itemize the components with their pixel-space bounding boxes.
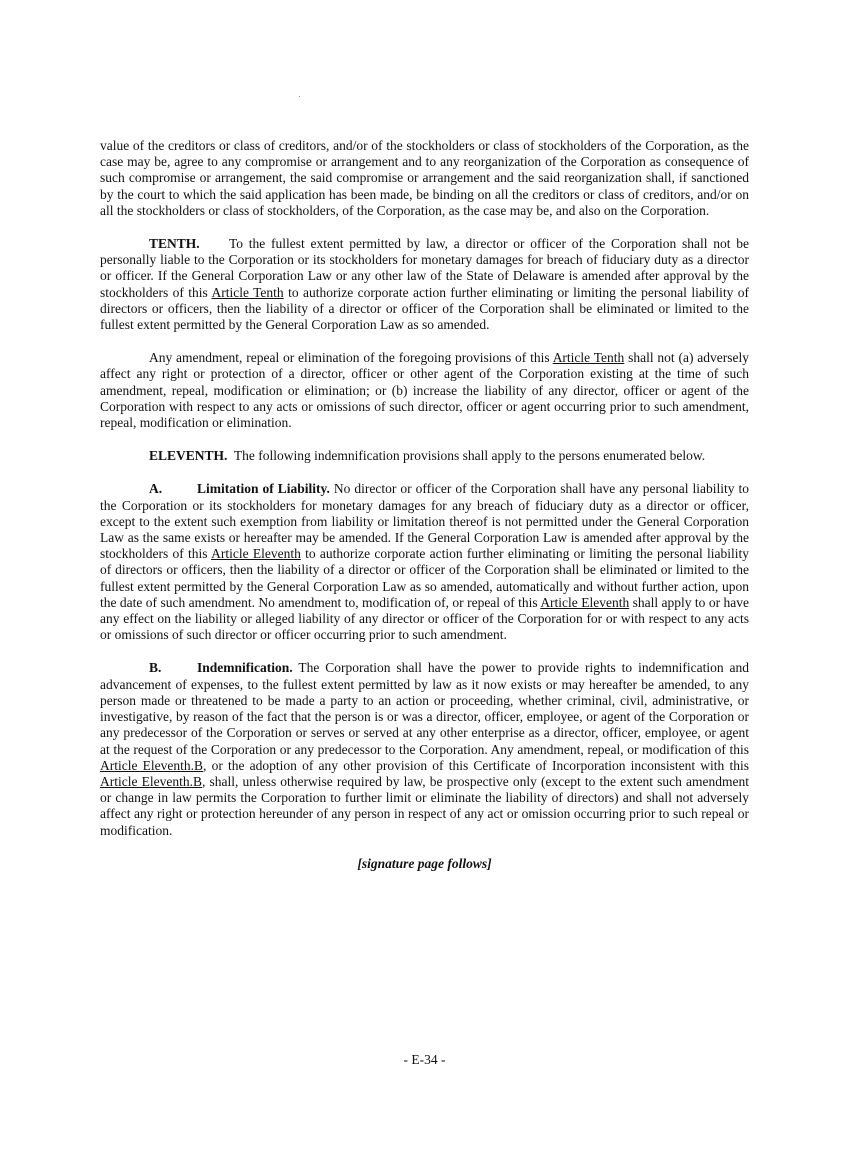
paragraph-section-b xyxy=(100,660,749,838)
section-b-letter: B. xyxy=(149,660,162,676)
tenth-text-a: To the fullest extent permitted by law, a director or officer of the Corporation shall not be personally liable to the Corporation or its stockholders for monetary damages for breach of fiduciary duty as a director or officer. If the General Corporation Law or any other law of the State of Delaware is amended after approval by the stockholders of this xyxy=(100,236,749,300)
document-body xyxy=(100,138,749,889)
section-a-letter: A. xyxy=(149,481,163,497)
tenth-heading: TENTH. xyxy=(149,236,200,252)
stray-mark xyxy=(299,96,300,97)
article-eleventh-reference: Article Eleventh xyxy=(540,594,630,610)
section-a-title: Limitation of Liability. xyxy=(197,481,330,497)
article-tenth-reference: Article Tenth xyxy=(552,350,625,366)
amend-text-b: shall not (a) adversely affect any right or protection of a director, officer or other agent of the Corporation existing at the time of such amendment, repeal, modification or elimination; or (b) increase the liability of any director, officer or agent of the Corporation with respect to any acts or omissions of such director, officer or agent occurring prior to such amendment, repeal, modification or elimination. xyxy=(100,350,749,431)
page-number: - E-34 - xyxy=(403,1052,446,1067)
paragraph-eleventh xyxy=(100,448,749,464)
amend-text-a: Any amendment, repeal or elimination of the foregoing provisions of this xyxy=(149,350,553,366)
signature-note: [signature page follows] xyxy=(357,855,492,871)
article-eleventh-b-reference: Article Eleventh.B xyxy=(100,773,202,789)
section-a-text-a: No director or officer of the Corporation shall have any personal liability to the Corporation or its stockholders for monetary damages for any breach of fiduciary duty as a director or officer, except to the extent such exemption from liability or limitation thereof is not permitted under the General Corporation Law as the same exists or hereafter may be amended. If the General Corporation Law is amended after approval by the stockholders of this xyxy=(100,481,749,562)
section-b-text-c: , shall, unless otherwise required by law, be prospective only (except to the extent such amendment or change in law permits the Corporation to further limit or eliminate the liability of directors) and shall not adversely affect any right or protection hereunder of any person in respect of any act or omission occurring prior to such repeal or modification. xyxy=(100,773,750,838)
section-b-text-b: , or the adoption of any other provision of this Certificate of Incorporation inconsistent with this xyxy=(203,757,749,773)
article-eleventh-b-reference: Article Eleventh.B xyxy=(100,757,204,773)
section-a-text-b: to authorize corporate action further eliminating or limiting the personal liability of directors or officers, then the liability of a director or officer of the Corporation shall be eliminated or limited to the fullest extent permitted by the General Corporation Law as so amended, automatically and without further action, upon the date of such amendment. No amendment to, modification of, or repeal of this xyxy=(100,546,749,610)
paragraph-continuation: value of the creditors or class of creditors, and/or of the stockholders or class of stockholders of the Corporation, as the case may be, agree to any compromise or arrangement and to any reorganization of the Corporation as consequence of such compromise or arrangement, the said compromise or arrangement and the said reorganization shall, if sanctioned by the court to which the said application has been made, be binding on all the creditors or class of creditors, and/or on all the stockholders or class of stockholders, of the Corporation, as the case may be, and also on the Corporation. xyxy=(100,138,749,218)
article-tenth-reference: Article Tenth xyxy=(211,284,284,300)
section-a-text-c: shall apply to or have any effect on the liability or alleged liability of any director or officer of the Corporation for or with respect to any acts or omissions of such director or officer occurring prior to such amendment. xyxy=(100,594,749,643)
paragraph-section-a xyxy=(100,481,749,643)
signature-note-text: signature page follows xyxy=(361,855,488,871)
paragraph-amendment xyxy=(100,350,749,431)
section-b-text-a: The Corporation shall have the power to provide rights to indemnification and advancement of expenses, to the fullest extent permitted by law as it now exists or may hereafter be amended, to any person made or threatened to be made a party to an action or proceeding, whether criminal, civil, administrative, or investigative, by reason of the fact that the person is or was a director, officer, employee, or agent of the Corporation or any predecessor of the Corporation or serves or served at any other enterprise as a director, officer, employee, or agent at the request of the Corporation or any predecessor to the Corporation. Any amendment, repeal, or modification of this xyxy=(100,660,749,757)
eleventh-text: The following indemnification provisions shall apply to the persons enumerated below. xyxy=(233,448,706,464)
paragraph-tenth xyxy=(100,236,749,333)
section-b-title: Indemnification. xyxy=(197,660,293,676)
eleventh-heading: ELEVENTH. xyxy=(149,448,228,464)
article-eleventh-reference: Article Eleventh xyxy=(211,546,301,562)
tenth-text-b: to authorize corporate action further eliminating or limiting the personal liability of directors or officers, then the liability of a director or officer of the Corporation shall be eliminated or limited to the fullest extent permitted by the General Corporation Law as so amended. xyxy=(100,284,749,333)
